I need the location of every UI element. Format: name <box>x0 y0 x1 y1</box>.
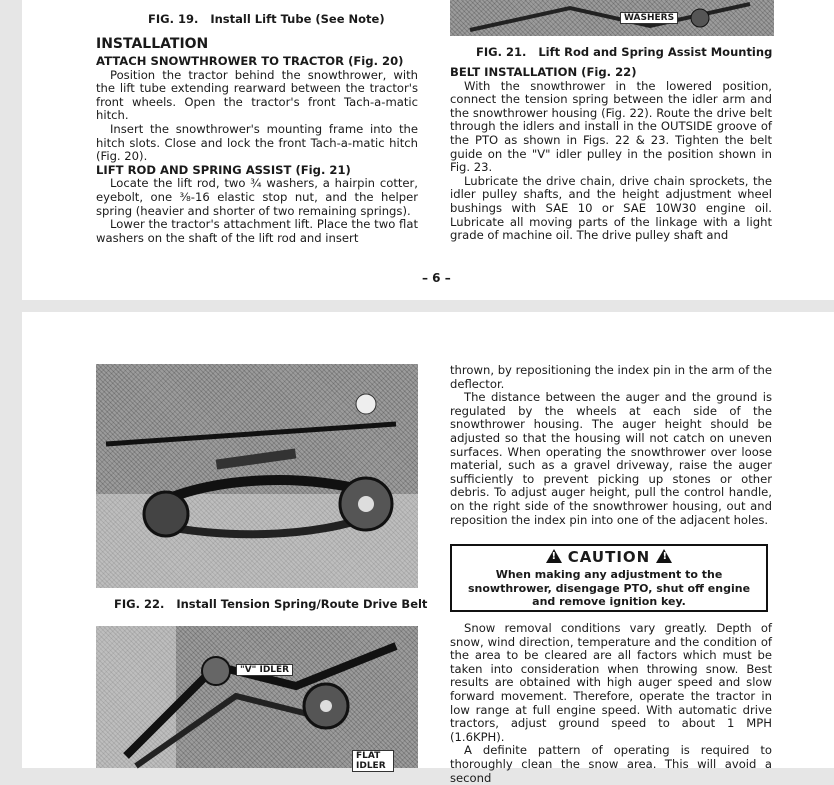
warning-triangle-icon <box>656 549 672 563</box>
right-column-bottom-lower <box>450 622 772 785</box>
caution-box <box>450 544 768 612</box>
caution-title: CAUTION <box>567 548 651 566</box>
left-column-top <box>96 34 418 245</box>
caution-title-row <box>452 548 766 566</box>
deflector-paragraph: thrown, by repositioning the index pin in the arm of the deflector. <box>450 363 773 391</box>
attach-heading: ATTACH SNOWTHROWER TO TRACTOR (Fig. 20) <box>96 54 404 68</box>
fig21-title: Lift Rod and Spring Assist Mounting <box>538 45 773 59</box>
fig22-caption <box>114 597 427 611</box>
attach-paragraph-2: Insert the snowthrower's mounting frame into the hitch slots. Close and lock the front Tach-a-matic hitch (Fig. 20). <box>96 121 418 164</box>
manual-page-6 <box>22 0 834 300</box>
auger-height-paragraph: The distance between the auger and the ground is regulated by the wheels at each side of the snowthrower housing. The auger height should be adjusted so that the housing will not catch on uneven surfaces. When operating the snowthrower over loose material, such as a gravel driveway, raise the auger sufficiently to prevent picking up stones or other debris. To adjust auger height, pull the control handle, on the right side of the snowthrower housing, out and reposition the index pin into one of the adjacent holes. <box>450 390 772 527</box>
snow-conditions-paragraph: Snow removal conditions vary greatly. Depth of snow, wind direction, temperature and the condition of the area to be cleared are all factors which must be taken into consideration when throwing snow. Best results are obtained with high auger speed and slow forward movement. Therefore, operate the tractor in low range at full engine speed. With automatic drive tractors, adjust ground speed to about 1 MPH (1.6KPH). <box>450 621 772 744</box>
page-number: – 6 – <box>422 271 451 285</box>
belt-paragraph-1: With the snowthrower in the lowered position, connect the tension spring between the idler arm and the snowthrower housing (Fig. 22). Route the drive belt through the idlers and install in the OUTSIDE groove of the PTO as shown in Figs. 22 & 23. Tighten the belt guide on the "V" idler pulley in the position shown in Fig. 23. <box>450 78 772 175</box>
belt-installation-heading: BELT INSTALLATION (Fig. 22) <box>450 65 637 79</box>
attach-paragraph-1: Position the tractor behind the snowthrower, with the lift tube extending rearward between the tractor's front wheels. Open the tractor's front Tach-a-matic hitch. <box>96 67 418 123</box>
fig23-photo <box>96 626 418 771</box>
fig21-number: FIG. 21. <box>476 45 527 59</box>
lift-paragraph-2: Lower the tractor's attachment lift. Place the two flat washers on the shaft of the lift rod and insert <box>96 217 418 245</box>
fig21-illustration <box>450 0 774 36</box>
caution-body: When making any adjustment to the snowthrower, disengage PTO, shut off engine and remove ignition key. <box>467 568 751 608</box>
operating-pattern-paragraph: A definite pattern of operating is required to thoroughly clean the snow area. This will avoid a second <box>450 743 772 785</box>
fig19-title: Install Lift Tube (See Note) <box>210 12 385 26</box>
fig21-caption <box>476 45 772 59</box>
lift-paragraph-1: Locate the lift rod, two ¾ washers, a hairpin cotter, eyebolt, one ⅜-16 elastic stop nut, and the helper spring (heavier and shorter of two remaining springs). <box>96 176 418 218</box>
fig22-illustration <box>96 364 418 588</box>
fig22-title: Install Tension Spring/Route Drive Belt <box>176 597 428 611</box>
flat-idler-label: FLAT IDLER <box>352 750 394 772</box>
lift-rod-heading: LIFT ROD AND SPRING ASSIST (Fig. 21) <box>96 162 351 177</box>
fig22-number: FIG. 22. <box>114 597 165 611</box>
fig19-number: FIG. 19. <box>148 12 199 26</box>
fig22-photo <box>96 364 418 588</box>
manual-page-7 <box>22 312 834 785</box>
fig19-caption <box>148 12 385 26</box>
right-column-top <box>450 66 772 243</box>
right-column-bottom-upper <box>450 364 772 527</box>
belt-paragraph-2: Lubricate the drive chain, drive chain sprockets, the idler pulley shafts, and the height adjustment wheel bushings with SAE 10 or SAE 10W30 engine oil. Lubricate all moving parts of the linkage with a light grade of machine oil. The drive pulley shaft and <box>450 173 772 243</box>
v-idler-label: "V" IDLER <box>236 664 293 676</box>
warning-triangle-icon <box>546 549 562 563</box>
installation-heading: INSTALLATION <box>96 36 209 52</box>
washers-label: WASHERS <box>620 12 678 24</box>
fig21-photo <box>450 0 774 36</box>
fig23-illustration <box>96 626 418 768</box>
